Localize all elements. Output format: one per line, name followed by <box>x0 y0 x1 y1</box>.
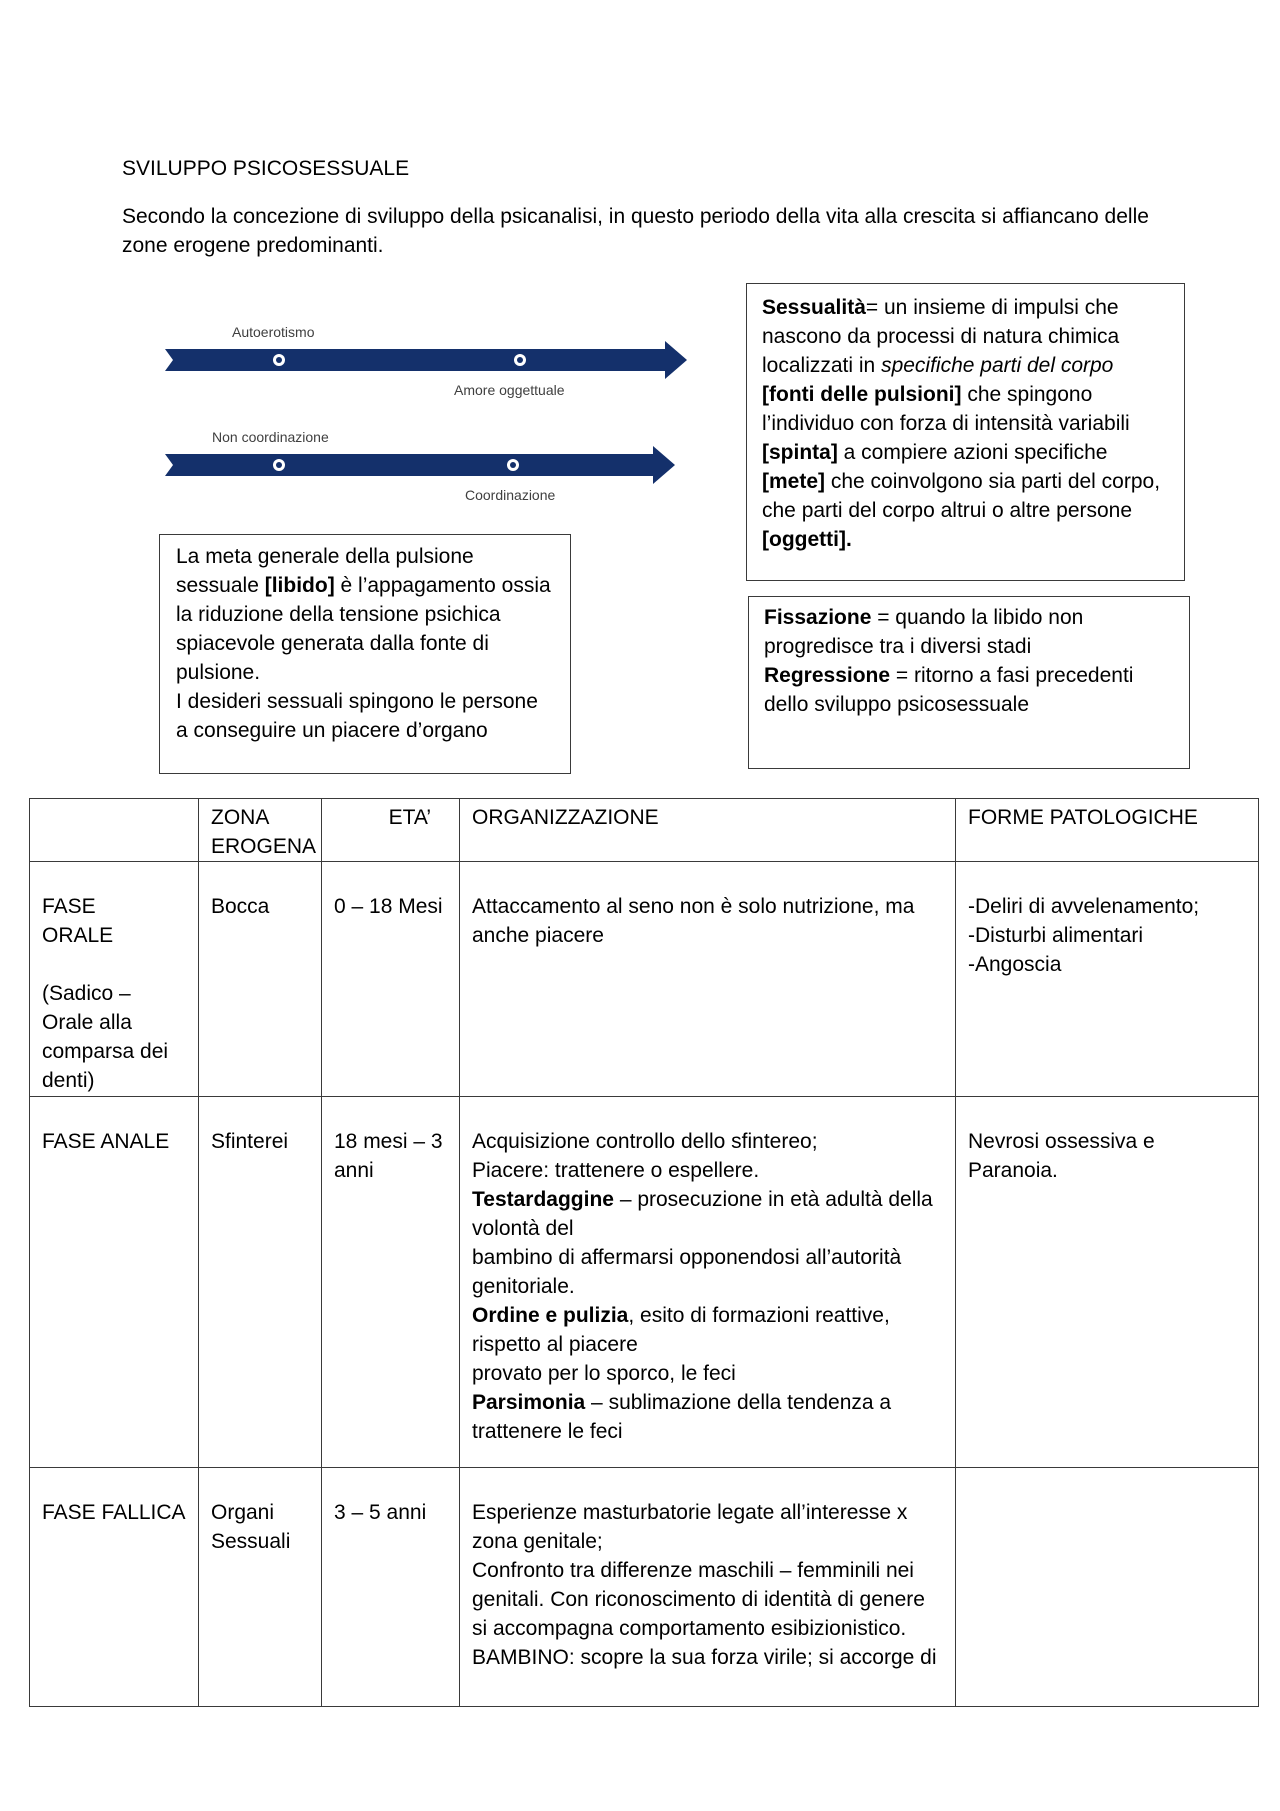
pathology-item: -Deliri di avvelenamento; <box>968 895 1200 918</box>
arrow2-start-dot-inner <box>276 462 282 468</box>
org-line: Esperienze masturbatorie legate all’interesse x zona genitale; <box>472 1501 908 1553</box>
phase-note: (Sadico – Orale alla comparsa dei denti) <box>42 982 169 1092</box>
arrow1-start-label: Autoerotismo <box>232 324 315 340</box>
sessualita-text-2: che spingono l’individuo con forza di intensità variabili <box>762 383 1130 435</box>
organization-cell <box>460 1468 956 1707</box>
arrow2-start-label: Non coordinazione <box>212 429 329 445</box>
header-eta: ETA’ <box>322 799 460 862</box>
regressione-term: Regressione <box>764 664 891 687</box>
org-text: – sublimazione della tendenza a trattenere le feci <box>472 1391 892 1443</box>
arrow2-end-label: Coordinazione <box>465 487 556 503</box>
libido-meta-box <box>159 534 571 774</box>
org-line: Confronto tra differenze maschili – femminili nei genitali. Con riconoscimento di identità di genere si accompagna comportamento esibizionistico. <box>472 1559 925 1640</box>
table-row <box>30 1097 1259 1468</box>
org-line: Piacere: trattenere o espellere. <box>472 1159 760 1182</box>
pathologies-cell <box>956 862 1259 1097</box>
org-line: Acquisizione controllo dello sfintereo; <box>472 1130 818 1153</box>
org-text: – prosecuzione in età adultà della volontà del <box>472 1188 933 1240</box>
meta-text-2: è l’appagamento ossia la riduzione della tensione psichica spiacevole generata dalla fonte di pulsione. <box>176 574 551 684</box>
development-arrows-diagram <box>160 315 700 515</box>
sessualita-text-1: = un insieme di impulsi che nascono da processi di natura chimica localizzati in <box>762 296 1120 377</box>
meta-text-3: I desideri sessuali spingono le persone a conseguire un piacere d’organo <box>176 690 538 742</box>
sessualita-text-3: a compiere azioni specifiche <box>837 441 1108 464</box>
sessualita-mete: [mete] <box>762 470 826 493</box>
sessualita-oggetti: [oggetti]. <box>762 528 852 551</box>
arrow-coordinazione <box>165 446 675 484</box>
arrow2-end-dot-inner <box>510 462 516 468</box>
age-cell: 0 – 18 Mesi <box>322 862 460 1097</box>
org-text: , esito di formazioni reattive, rispetto al piacere <box>472 1304 890 1356</box>
parsimonia-term: Parsimonia <box>472 1391 586 1414</box>
sessualita-spinta: [spinta] <box>762 441 838 464</box>
arrow1-end-label: Amore oggettuale <box>454 382 565 398</box>
sessualita-term: Sessualità <box>762 296 866 319</box>
ordine-pulizia-term: Ordine e pulizia <box>472 1304 629 1327</box>
age-cell: 18 mesi – 3 anni <box>322 1097 460 1468</box>
zone-cell: Organi Sessuali <box>199 1468 322 1707</box>
header-forme-patologiche: FORME PATOLOGICHE <box>956 799 1259 862</box>
org-line <box>472 1185 943 1243</box>
org-line <box>472 1301 943 1359</box>
table-header-row <box>30 799 1259 862</box>
sessualita-fonti: [fonti delle pulsioni] <box>762 383 962 406</box>
header-organizzazione: ORGANIZZAZIONE <box>460 799 956 862</box>
org-line: provato per lo sporco, le feci <box>472 1362 736 1385</box>
pathologies-cell: Nevrosi ossessiva e Paranoia. <box>956 1097 1259 1468</box>
sessualita-definition-box <box>746 283 1185 581</box>
org-line: bambino di affermarsi opponendosi all’autorità genitoriale. <box>472 1246 902 1298</box>
pathology-item: -Angoscia <box>968 953 1062 976</box>
sessualita-italic: specifiche parti del corpo <box>881 354 1114 377</box>
regressione-text: = ritorno a fasi precedenti dello sviluppo psicosessuale <box>764 664 1134 716</box>
organization-cell: Attaccamento al seno non è solo nutrizione, ma anche piacere <box>460 862 956 1097</box>
arrow1-start-dot-inner <box>276 357 282 363</box>
zone-cell: Bocca <box>199 862 322 1097</box>
phase-cell: FASE FALLICA <box>30 1468 199 1707</box>
zone-cell: Sfinterei <box>199 1097 322 1468</box>
sessualita-text-4: che coinvolgono sia parti del corpo, che parti del corpo altrui o altre persone <box>762 470 1161 522</box>
table-row <box>30 1468 1259 1707</box>
arrow-autoerotismo <box>165 341 687 379</box>
psychosexual-phases-table <box>29 798 1259 1707</box>
pathology-item: -Disturbi alimentari <box>968 924 1144 947</box>
intro-paragraph: Secondo la concezione di sviluppo della psicanalisi, in questo periodo della vita alla crescita si affiancano delle zone erogene predominanti. <box>122 205 1149 257</box>
header-zona-erogena: ZONA EROGENA <box>199 799 322 862</box>
pathologies-cell <box>956 1468 1259 1707</box>
phase-cell: FASE ANALE <box>30 1097 199 1468</box>
fissazione-regressione-box <box>748 596 1190 769</box>
arrow1-end-dot-inner <box>517 357 523 363</box>
age-cell: 3 – 5 anni <box>322 1468 460 1707</box>
testardaggine-term: Testardaggine <box>472 1188 614 1211</box>
meta-text-1: La meta generale della pulsione sessuale <box>176 545 474 597</box>
fissazione-term: Fissazione <box>764 606 872 629</box>
phase-name: FASE ORALE <box>42 895 114 947</box>
header-phase <box>30 799 199 862</box>
page-title: SVILUPPO PSICOSESSUALE <box>122 157 410 180</box>
org-line: BAMBINO: scopre la sua forza virile; si accorge di <box>472 1646 937 1669</box>
organization-cell <box>460 1097 956 1468</box>
org-line <box>472 1388 943 1446</box>
table-row <box>30 862 1259 1097</box>
fissazione-text: = quando la libido non progredisce tra i diversi stadi <box>764 606 1084 658</box>
meta-libido: [libido] <box>264 574 335 597</box>
phase-cell <box>30 862 199 1097</box>
spacer <box>42 950 186 979</box>
